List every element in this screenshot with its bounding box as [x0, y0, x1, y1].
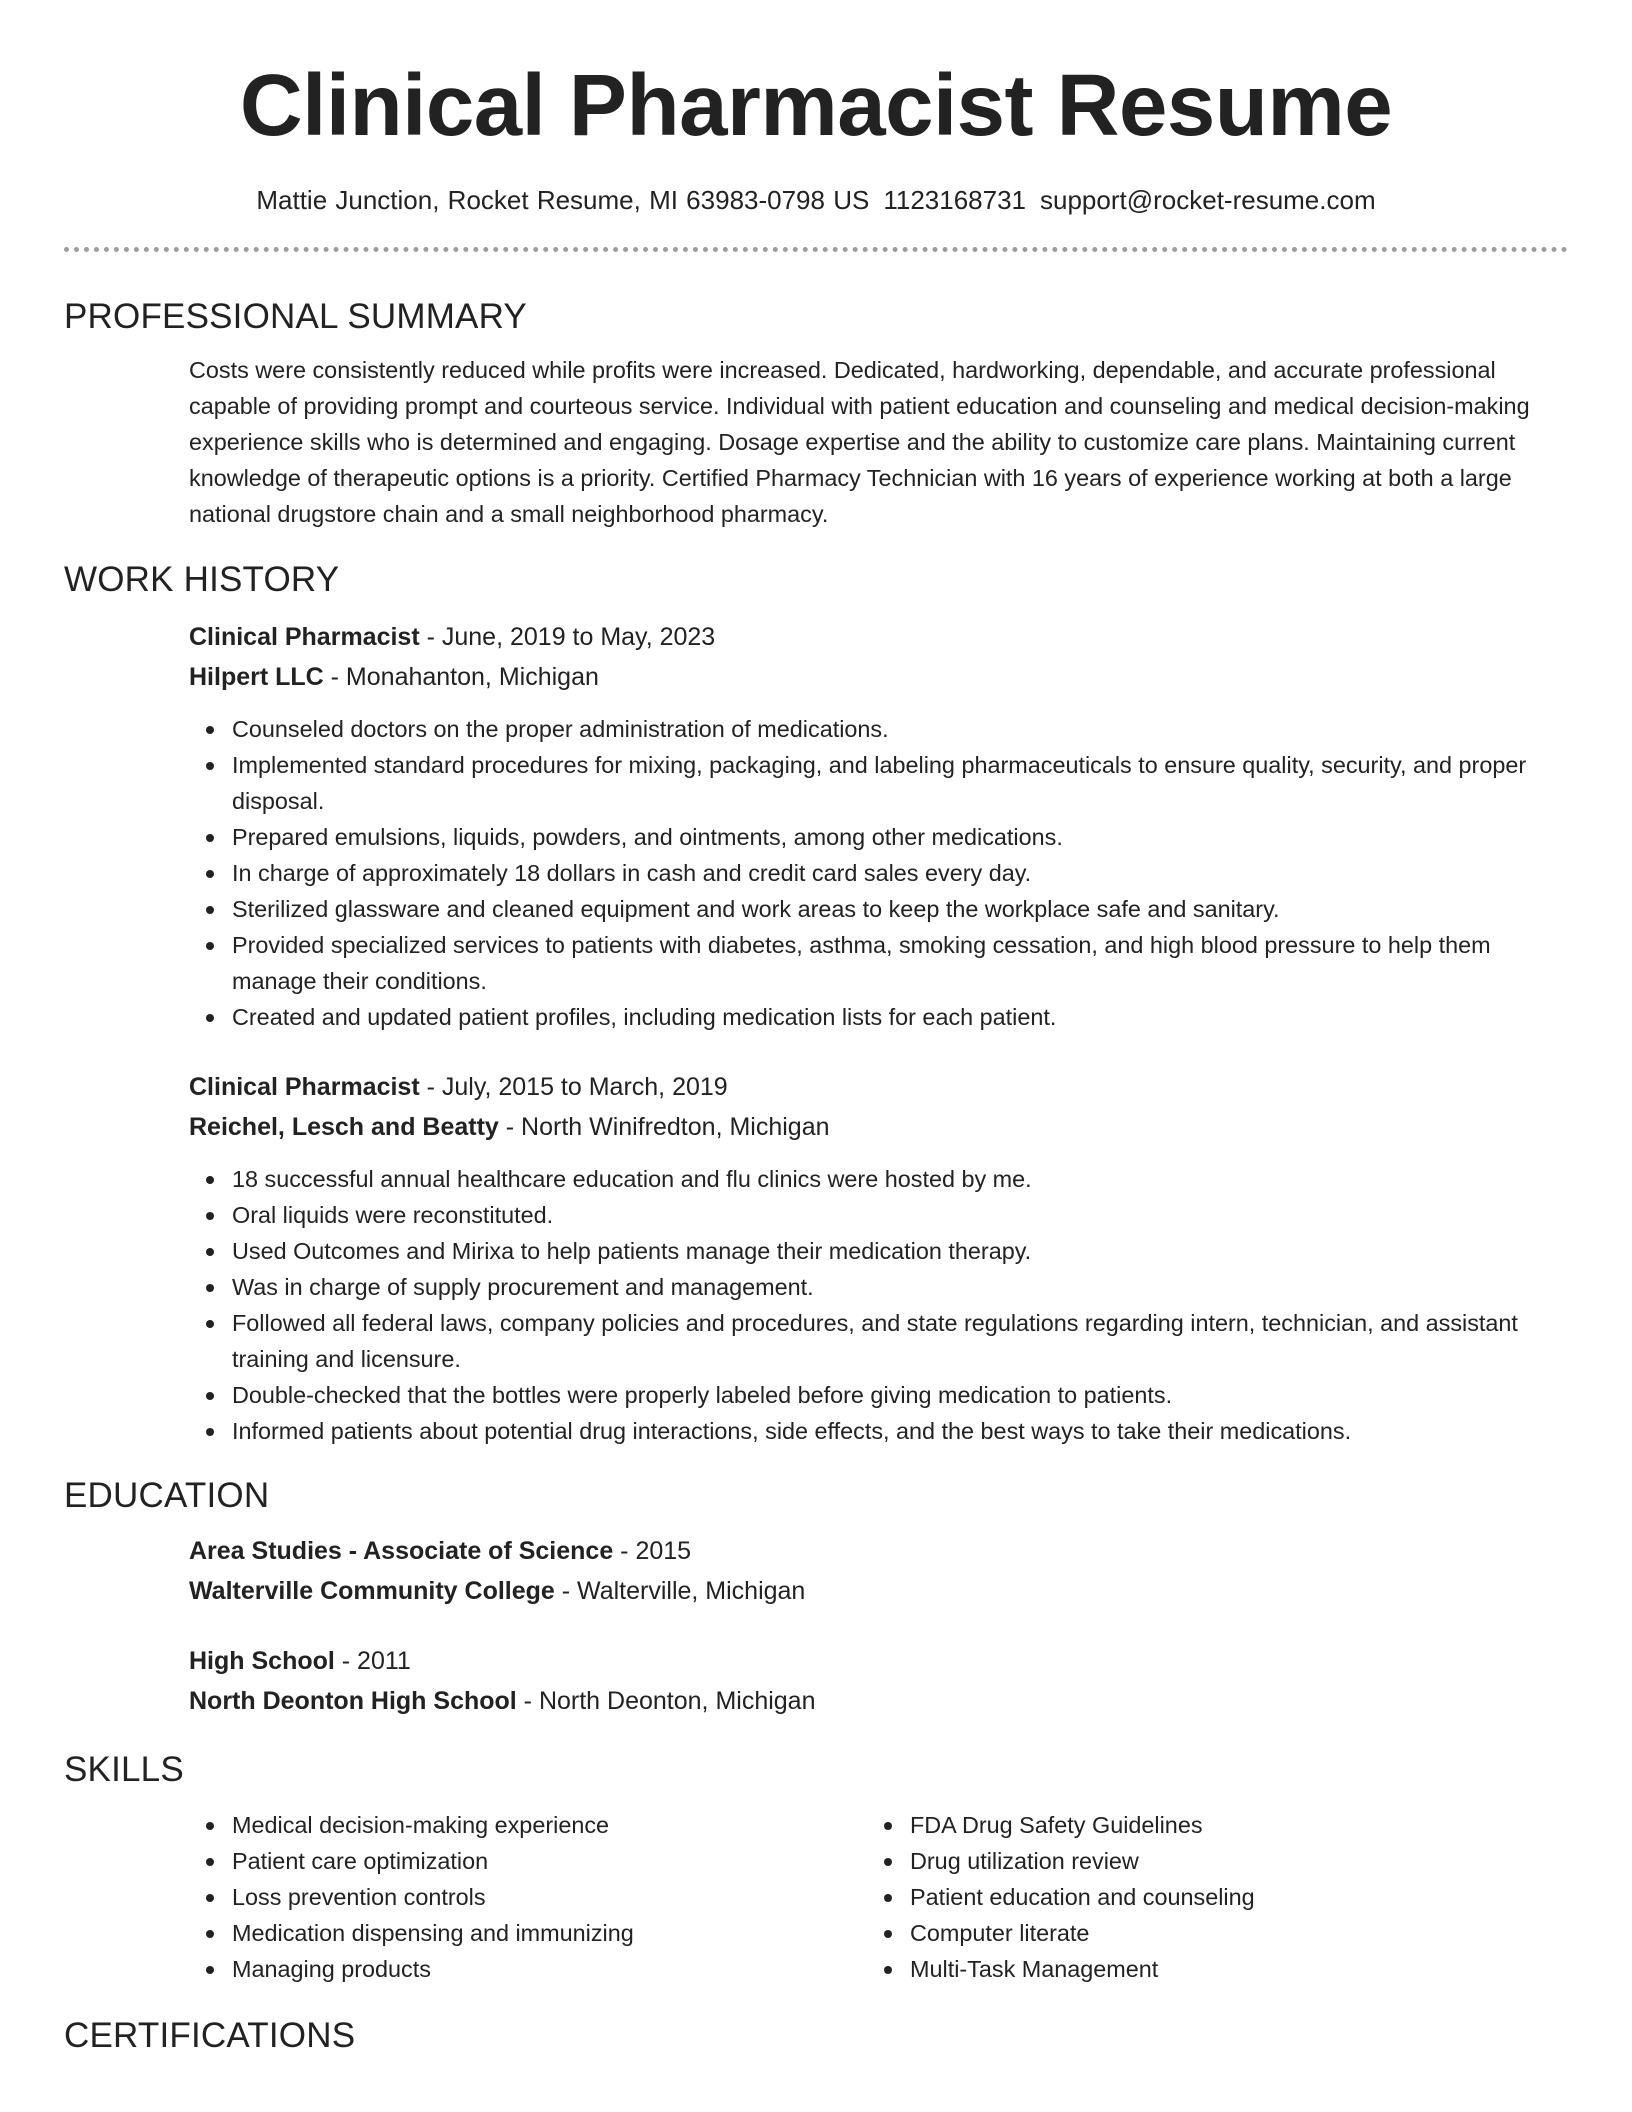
degree: High School	[189, 1647, 335, 1675]
skill-item: Loss prevention controls	[189, 1879, 867, 1915]
job-entry	[64, 617, 1568, 1035]
job-entry	[64, 1067, 1568, 1449]
header-divider	[64, 247, 1568, 252]
job-title: Clinical Pharmacist	[189, 1073, 420, 1101]
certifications-heading: CERTIFICATIONS	[64, 2016, 356, 2055]
list-item: Informed patients about potential drug interactions, side effects, and the best ways to take their medications.	[189, 1413, 1568, 1449]
job-bullets	[189, 1161, 1568, 1449]
skill-item: Patient education and counseling	[867, 1879, 1545, 1915]
job-location: - Monahanton, Michigan	[323, 663, 599, 691]
school-location: - North Deonton, Michigan	[516, 1687, 816, 1715]
school-line	[189, 1571, 1568, 1611]
skill-item: Drug utilization review	[867, 1843, 1545, 1879]
job-company-line	[189, 1107, 1568, 1147]
list-item: Implemented standard procedures for mixing, packaging, and labeling pharmaceuticals to ensure quality, security, and proper disposal.	[189, 747, 1568, 819]
skill-item: Computer literate	[867, 1915, 1545, 1951]
work-history-heading: WORK HISTORY	[64, 560, 340, 599]
list-item: Was in charge of supply procurement and management.	[189, 1269, 1568, 1305]
education-entry	[64, 1641, 1568, 1721]
list-item: Followed all federal laws, company policies and procedures, and state regulations regarding intern, technician, and assistant training and licensure.	[189, 1305, 1568, 1377]
list-item: Double-checked that the bottles were properly labeled before giving medication to patients.	[189, 1377, 1568, 1413]
skill-item: Medication dispensing and immunizing	[189, 1915, 867, 1951]
list-item: Sterilized glassware and cleaned equipment and work areas to keep the workplace safe and sanitary.	[189, 891, 1568, 927]
list-item: Prepared emulsions, liquids, powders, and ointments, among other medications.	[189, 819, 1568, 855]
page-title: Clinical Pharmacist Resume	[239, 57, 1393, 154]
skill-item: Patient care optimization	[189, 1843, 867, 1879]
resume-page	[64, 0, 1568, 2057]
school-location: - Walterville, Michigan	[554, 1577, 806, 1605]
contact-phone: 1123168731	[883, 185, 1026, 215]
degree: Area Studies - Associate of Science	[189, 1537, 614, 1565]
education-entry	[64, 1531, 1568, 1611]
job-title: Clinical Pharmacist	[189, 623, 420, 651]
school: Walterville Community College	[189, 1577, 555, 1605]
list-item: Counseled doctors on the proper administration of medications.	[189, 711, 1568, 747]
summary-text: Costs were consistently reduced while profits were increased. Dedicated, hardworking, dependable, and accurate professional capable of providing prompt and courteous service. Individual with patient education and counseling and medical decision-making experience skills who is determined and engaging. Dosage expertise and the ability to customize care plans. Maintaining current knowledge of therapeutic options is a priority. Certified Pharmacy Technician with 16 years of experience working at both a large national drugstore chain and a small neighborhood pharmacy.	[189, 357, 1530, 527]
skill-item: FDA Drug Safety Guidelines	[867, 1807, 1545, 1843]
degree-line	[189, 1641, 1568, 1681]
skill-item: Managing products	[189, 1951, 867, 1987]
job-dates: - July, 2015 to March, 2019	[419, 1073, 728, 1101]
contact-email: support@rocket-resume.com	[1040, 185, 1376, 215]
contact-line	[64, 184, 1568, 216]
skills-column-left	[189, 1807, 867, 1987]
list-item: In charge of approximately 18 dollars in cash and credit card sales every day.	[189, 855, 1568, 891]
skills-grid	[189, 1807, 1568, 1987]
job-location: - North Winifredton, Michigan	[498, 1113, 830, 1141]
graduation-year: - 2011	[334, 1647, 411, 1675]
list-item: Provided specialized services to patients with diabetes, asthma, smoking cessation, and high blood pressure to help them manage their conditions.	[189, 927, 1568, 999]
list-item: Used Outcomes and Mirixa to help patients manage their medication therapy.	[189, 1233, 1568, 1269]
school-line	[189, 1681, 1568, 1721]
education-heading: EDUCATION	[64, 1476, 270, 1515]
job-dates: - June, 2019 to May, 2023	[419, 623, 716, 651]
list-item: 18 successful annual healthcare education and flu clinics were hosted by me.	[189, 1161, 1568, 1197]
job-title-line	[189, 617, 1568, 657]
skill-item: Medical decision-making experience	[189, 1807, 867, 1843]
skill-item: Multi-Task Management	[867, 1951, 1545, 1987]
graduation-year: - 2015	[613, 1537, 692, 1565]
degree-line	[189, 1531, 1568, 1571]
job-company: Hilpert LLC	[189, 663, 324, 691]
skills-column-right	[867, 1807, 1545, 1987]
list-item: Created and updated patient profiles, including medication lists for each patient.	[189, 999, 1568, 1035]
contact-address: Mattie Junction, Rocket Resume, MI 63983-0798 US	[256, 185, 870, 215]
school: North Deonton High School	[189, 1687, 517, 1715]
job-company: Reichel, Lesch and Beatty	[189, 1113, 499, 1141]
job-company-line	[189, 657, 1568, 697]
skills-heading: SKILLS	[64, 1750, 184, 1789]
summary-heading: PROFESSIONAL SUMMARY	[64, 297, 527, 336]
job-title-line	[189, 1067, 1568, 1107]
job-bullets	[189, 711, 1568, 1035]
list-item: Oral liquids were reconstituted.	[189, 1197, 1568, 1233]
